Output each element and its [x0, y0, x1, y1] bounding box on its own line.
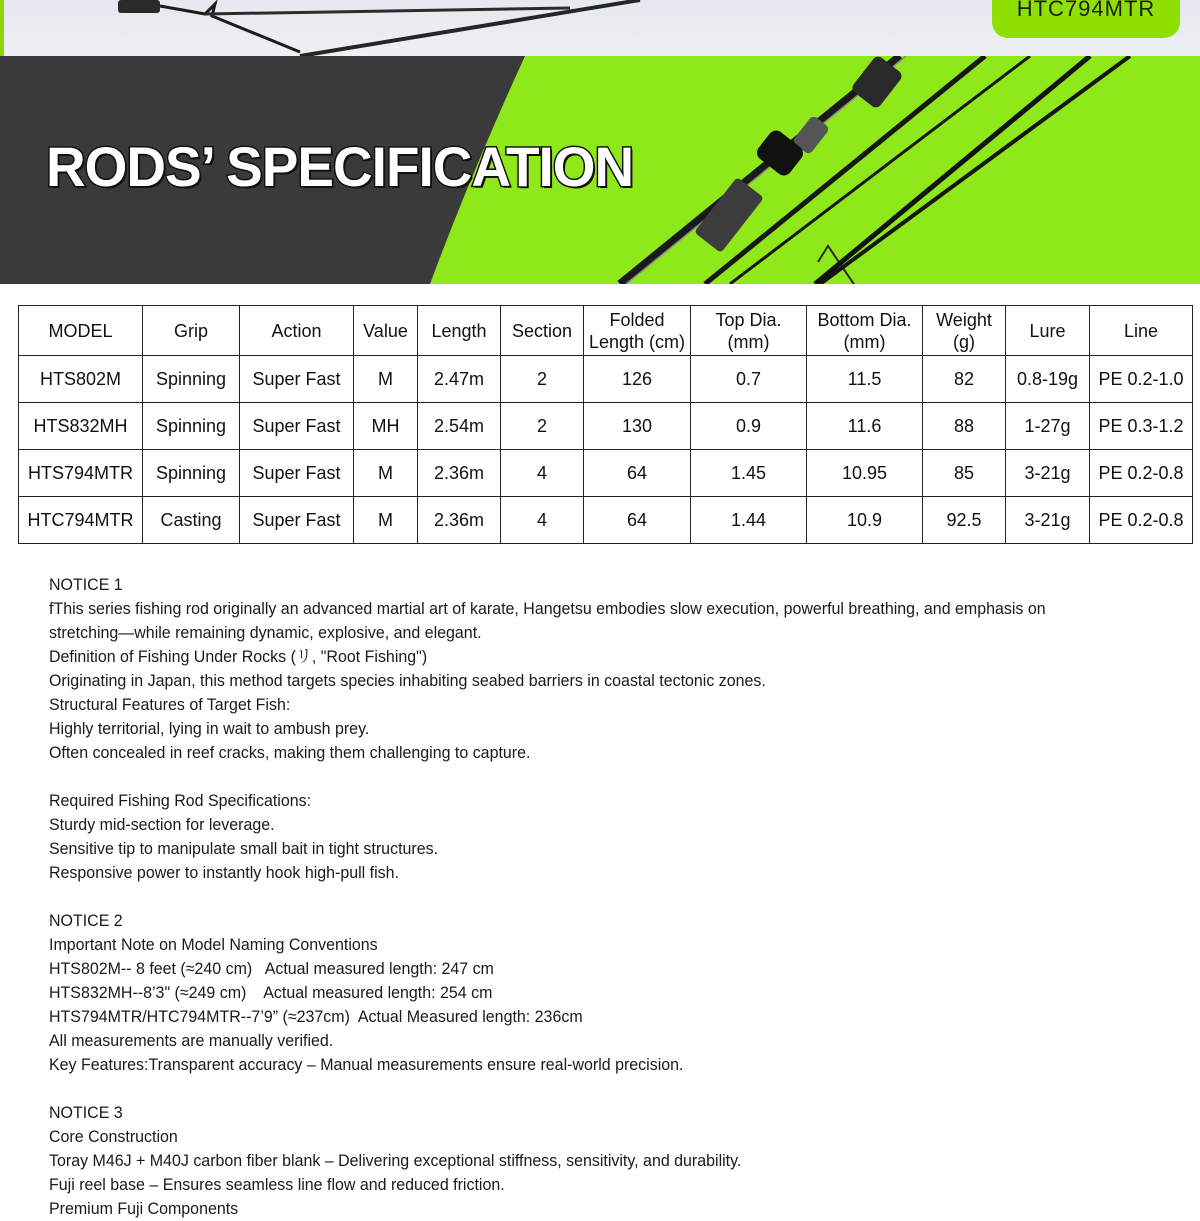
notice-2-line: All measurements are manually verified. — [49, 1031, 334, 1050]
table-row — [19, 403, 1193, 450]
cell-folded-length: 130 — [584, 403, 691, 450]
cell-section: 4 — [501, 450, 584, 497]
cell-top-dia: 0.9 — [691, 403, 807, 450]
cell-value: M — [354, 497, 418, 544]
cell-action: Super Fast — [240, 356, 354, 403]
cell-grip: Spinning — [143, 403, 240, 450]
cell-weight: 82 — [923, 356, 1006, 403]
notice-1-line: Definition of Fishing Under Rocks (リ, "Root Fishing") — [49, 647, 428, 666]
cell-grip: Spinning — [143, 356, 240, 403]
notice-1-spec-line: Sensitive tip to manipulate small bait in tight structures. — [49, 839, 439, 858]
notice-1-line: Often concealed in reef cracks, making them challenging to capture. — [49, 743, 531, 762]
cell-section: 2 — [501, 403, 584, 450]
cell-lure: 0.8-19g — [1006, 356, 1090, 403]
header-value: Value — [354, 306, 418, 356]
cell-length: 2.47m — [418, 356, 501, 403]
notice-1-spec-line: Required Fishing Rod Specifications: — [49, 791, 312, 810]
cell-value: M — [354, 450, 418, 497]
header-grip: Grip — [143, 306, 240, 356]
notice-1-spec-line: Responsive power to instantly hook high-pull fish. — [49, 863, 399, 882]
cell-bottom-dia: 11.5 — [807, 356, 923, 403]
notice-2-line: HTS802M-- 8 feet (≈240 cm) Actual measured length: 247 cm — [49, 959, 494, 978]
notice-2-heading: NOTICE 2 — [49, 911, 123, 930]
cell-line: PE 0.2-0.8 — [1090, 450, 1193, 497]
top-product-strip — [0, 0, 1200, 56]
cell-bottom-dia: 10.95 — [807, 450, 923, 497]
notice-3-line: Core Construction — [49, 1127, 178, 1146]
notice-1-spec-line: Sturdy mid-section for leverage. — [49, 815, 275, 834]
header-bottom-dia: Bottom Dia. (mm) — [807, 306, 923, 356]
cell-folded-length: 64 — [584, 497, 691, 544]
cell-action: Super Fast — [240, 497, 354, 544]
cell-lure: 3-21g — [1006, 450, 1090, 497]
cell-lure: 1-27g — [1006, 403, 1090, 450]
cell-weight: 92.5 — [923, 497, 1006, 544]
cell-length: 2.54m — [418, 403, 501, 450]
cell-model: HTS802M — [19, 356, 143, 403]
cell-model: HTS832MH — [19, 403, 143, 450]
spacer — [49, 885, 1169, 909]
cell-length: 2.36m — [418, 497, 501, 544]
header-length: Length — [418, 306, 501, 356]
cell-model: HTS794MTR — [19, 450, 143, 497]
notice-1-intro: fThis series fishing rod originally an advanced martial art of karate, Hangetsu embodies slow execution, powerful breathing, and emphasis on stretching—while remaining dynamic, explosive, and elegant. — [49, 599, 1046, 642]
cell-value: MH — [354, 403, 418, 450]
cell-bottom-dia: 10.9 — [807, 497, 923, 544]
table-header-row — [19, 306, 1193, 356]
header-model: MODEL — [19, 306, 143, 356]
header-folded-length: Folded Length (cm) — [584, 306, 691, 356]
cell-line: PE 0.2-0.8 — [1090, 497, 1193, 544]
notice-1-line: Structural Features of Target Fish: — [49, 695, 291, 714]
cell-weight: 88 — [923, 403, 1006, 450]
model-tag: HTC794MTR — [992, 0, 1180, 38]
header-action: Action — [240, 306, 354, 356]
notice-3-heading: NOTICE 3 — [49, 1103, 123, 1122]
header-lure: Lure — [1006, 306, 1090, 356]
spec-table — [18, 305, 1193, 544]
notice-1-line: Highly territorial, lying in wait to ambush prey. — [49, 719, 370, 738]
cell-lure: 3-21g — [1006, 497, 1090, 544]
table-row — [19, 497, 1193, 544]
header-line: Line — [1090, 306, 1193, 356]
notice-2-line: Key Features:Transparent accuracy – Manual measurements ensure real-world precision. — [49, 1055, 684, 1074]
cell-length: 2.36m — [418, 450, 501, 497]
cell-grip: Casting — [143, 497, 240, 544]
notice-3-line: Fuji reel base – Ensures seamless line flow and reduced friction. — [49, 1175, 505, 1194]
cell-weight: 85 — [923, 450, 1006, 497]
cell-folded-length: 126 — [584, 356, 691, 403]
cell-line: PE 0.2-1.0 — [1090, 356, 1193, 403]
cell-top-dia: 0.7 — [691, 356, 807, 403]
notice-2-line: Important Note on Model Naming Conventions — [49, 935, 378, 954]
header-top-dia: Top Dia. (mm) — [691, 306, 807, 356]
notes-section — [49, 573, 1169, 1221]
spacer — [49, 765, 1169, 789]
cell-bottom-dia: 11.6 — [807, 403, 923, 450]
notice-3-line: Toray M46J + M40J carbon fiber blank – Delivering exceptional stiffness, sensitivity, and durability. — [49, 1151, 742, 1170]
cell-line: PE 0.3-1.2 — [1090, 403, 1193, 450]
cell-top-dia: 1.45 — [691, 450, 807, 497]
notice-1-heading: NOTICE 1 — [49, 575, 123, 594]
cell-section: 4 — [501, 497, 584, 544]
spacer — [49, 1077, 1169, 1101]
cell-model: HTC794MTR — [19, 497, 143, 544]
notice-2-line: HTS794MTR/HTC794MTR--7’9” (≈237cm) Actual Measured length: 236cm — [49, 1007, 583, 1026]
cell-action: Super Fast — [240, 450, 354, 497]
cell-action: Super Fast — [240, 403, 354, 450]
header-section: Section — [501, 306, 584, 356]
cell-grip: Spinning — [143, 450, 240, 497]
table-row — [19, 356, 1193, 403]
banner-title: RODS’ SPECIFICATION — [46, 135, 634, 198]
notice-1-line: Originating in Japan, this method targets species inhabiting seabed barriers in coastal tectonic zones. — [49, 671, 766, 690]
cell-top-dia: 1.44 — [691, 497, 807, 544]
cell-value: M — [354, 356, 418, 403]
spec-banner — [0, 56, 1200, 284]
notice-3-line: Premium Fuji Components — [49, 1199, 239, 1218]
cell-section: 2 — [501, 356, 584, 403]
header-weight: Weight (g) — [923, 306, 1006, 356]
cell-folded-length: 64 — [584, 450, 691, 497]
table-row — [19, 450, 1193, 497]
notice-2-line: HTS832MH--8’3" (≈249 cm) Actual measured length: 254 cm — [49, 983, 493, 1002]
